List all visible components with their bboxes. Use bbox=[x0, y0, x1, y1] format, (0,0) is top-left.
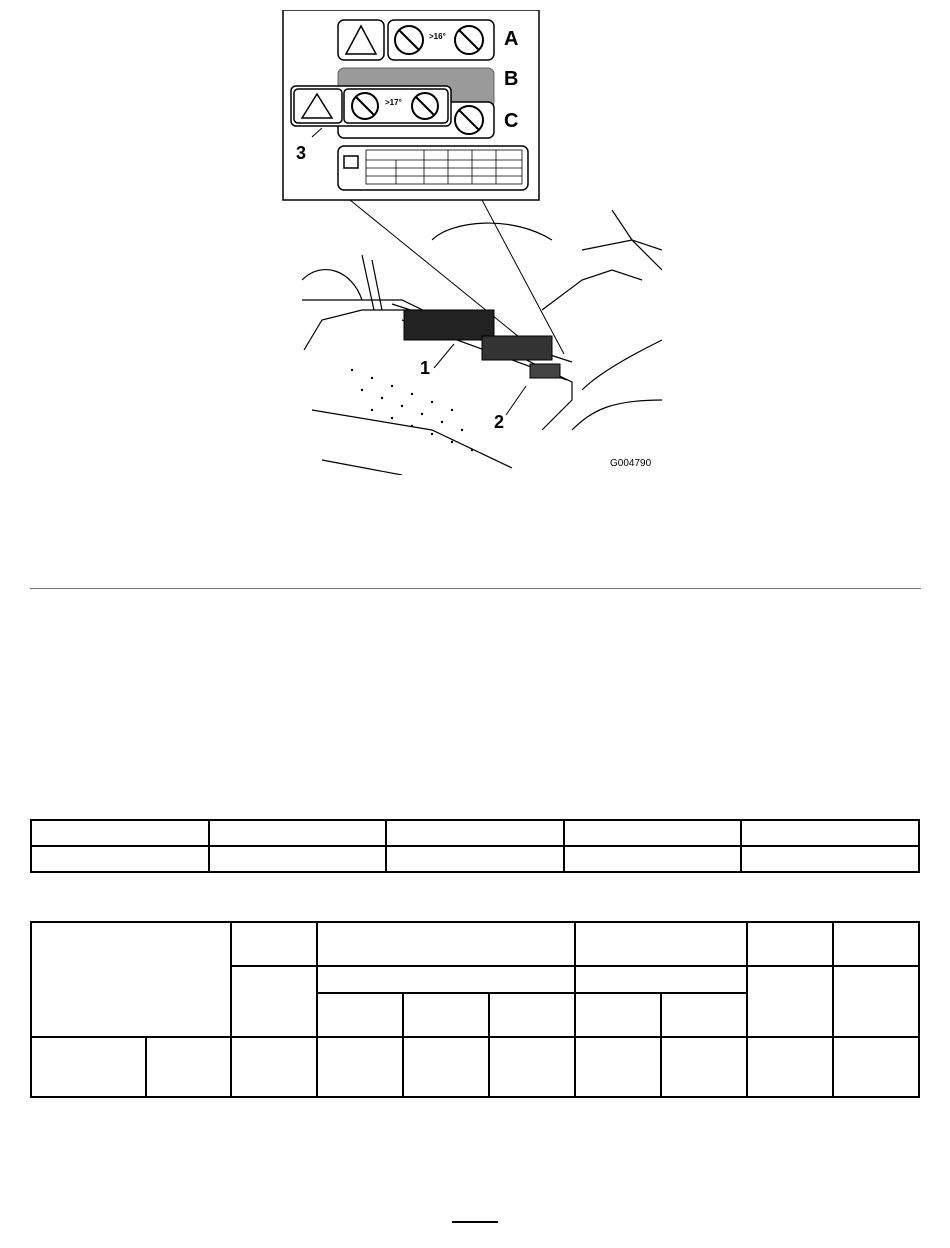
table-cell bbox=[209, 820, 387, 846]
callout-1: 1 bbox=[420, 358, 431, 378]
table-cell bbox=[31, 922, 231, 1037]
table-cell bbox=[747, 966, 833, 1037]
table-cell bbox=[386, 820, 564, 846]
section-divider bbox=[30, 588, 921, 589]
footer-rule bbox=[452, 1221, 498, 1223]
table-row bbox=[31, 922, 919, 966]
table-cell bbox=[575, 922, 747, 966]
decal-a-angle: >16° bbox=[429, 32, 446, 41]
table-cell bbox=[231, 922, 317, 966]
decal-location-figure bbox=[282, 10, 662, 475]
table-cell bbox=[564, 846, 742, 872]
table-cell bbox=[403, 1037, 489, 1097]
table-cell bbox=[317, 1037, 403, 1097]
callout-a: A bbox=[504, 28, 519, 50]
table-row bbox=[31, 846, 919, 872]
table-cell bbox=[231, 966, 317, 1037]
decal-3-angle: >17° bbox=[385, 98, 402, 107]
table-cell bbox=[209, 846, 387, 872]
table-cell bbox=[386, 846, 564, 872]
table-cell bbox=[317, 993, 403, 1037]
table-cell bbox=[833, 966, 919, 1037]
table-cell bbox=[661, 993, 747, 1037]
callout-3: 3 bbox=[296, 143, 307, 163]
table-cell bbox=[747, 922, 833, 966]
table-cell bbox=[317, 966, 575, 993]
table-cell bbox=[231, 1037, 317, 1097]
callout-c: C bbox=[504, 110, 519, 132]
table-cell bbox=[489, 1037, 575, 1097]
table-cell bbox=[31, 820, 209, 846]
configuration-table bbox=[30, 921, 920, 1098]
table-cell bbox=[146, 1037, 231, 1097]
table-cell bbox=[564, 820, 742, 846]
table-cell bbox=[833, 922, 919, 966]
table-cell bbox=[741, 820, 919, 846]
machine-illustration bbox=[282, 10, 662, 475]
table-cell bbox=[661, 1037, 747, 1097]
callout-2: 2 bbox=[494, 412, 505, 432]
table-row bbox=[31, 820, 919, 846]
table-cell bbox=[741, 846, 919, 872]
table-cell bbox=[575, 966, 747, 993]
table-cell bbox=[31, 846, 209, 872]
table-cell bbox=[575, 993, 661, 1037]
figure-code: G004790 bbox=[610, 458, 652, 469]
table-cell bbox=[403, 993, 489, 1037]
table-cell bbox=[31, 1037, 146, 1097]
table-cell bbox=[317, 922, 575, 966]
table-cell bbox=[747, 1037, 833, 1097]
table-cell bbox=[833, 1037, 919, 1097]
table-cell bbox=[489, 993, 575, 1037]
table-cell bbox=[575, 1037, 661, 1097]
table-row bbox=[31, 1037, 919, 1097]
slope-table bbox=[30, 819, 920, 873]
callout-b: B bbox=[504, 68, 519, 90]
